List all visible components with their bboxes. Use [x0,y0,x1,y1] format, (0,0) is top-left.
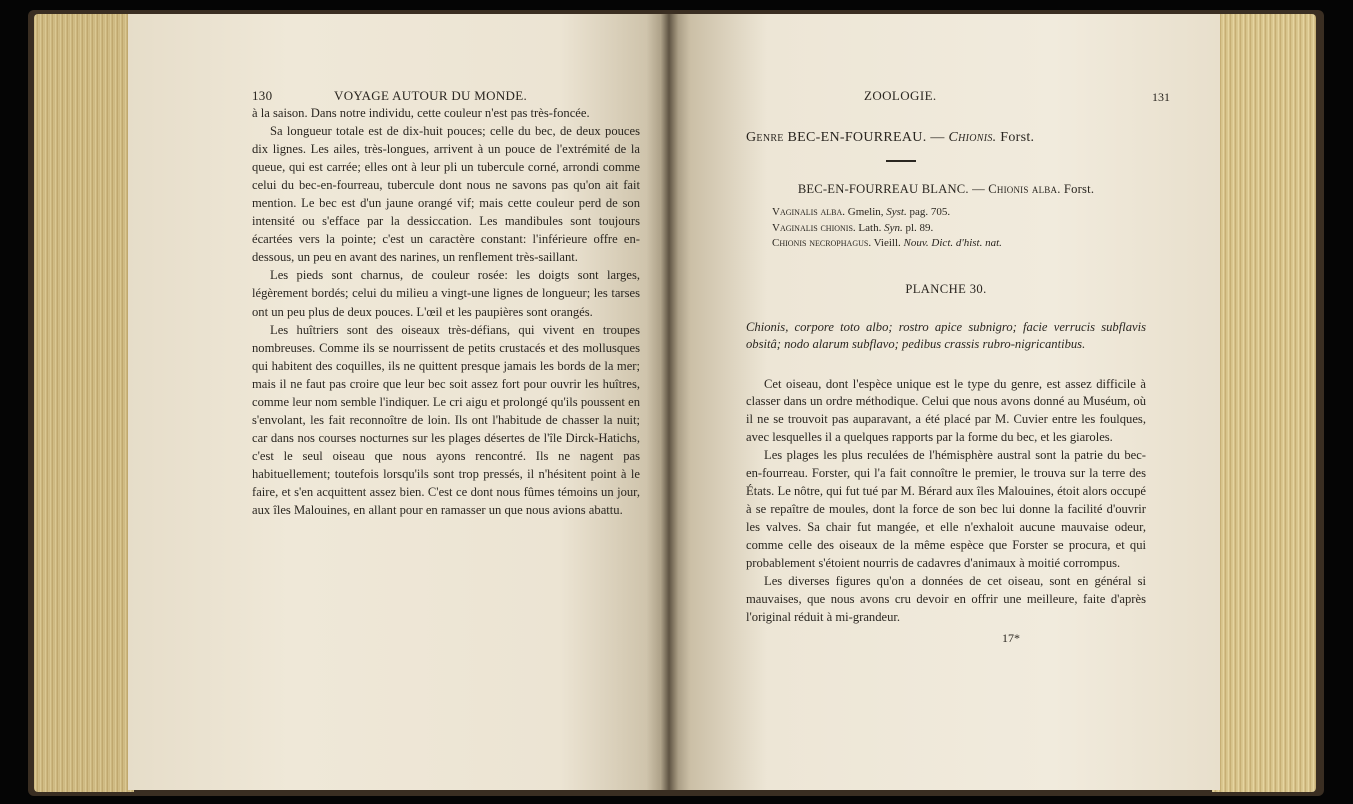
signature-mark: 17* [1002,630,1020,645]
left-paragraph-2: Sa longueur totale est de dix-huit pouces; celle du bec, de deux pouces dix lignes. Les ailes, très-longues, arrivent à un pouce de l'extrémité de la queue, qui est carrée; elles ont à leur pli un tubercule corné, arrondi comme celui du bec-en-fourreau, tubercule dont nous ne savons pas qu'on ait fait mention. Le bec est d'un jaune orangé vif; mais cette couleur perd de son intensité ou s'efface par la dessiccation. Les mandibules sont toujours écartées vers la pointe; c'est un caractère constant: l'inférieure offre en-dessous, un peu en avant des narines, un renflement très-saillant. [252,124,640,265]
species-author: Forst. [1063,182,1095,196]
book-gutter [660,14,678,790]
species-title: BEC-EN-FOURREAU BLANC. [797,182,969,196]
genus-author: Forst. [1000,130,1035,145]
synonym-name: Vaginalis alba. [772,206,845,218]
synonym-entry [772,236,1146,252]
species-dash: — [972,182,985,196]
species-heading [746,182,1146,197]
genus-latin: Chionis. [948,130,997,145]
left-page-number: 130 [252,88,273,103]
left-paragraph-4: Les huîtriers sont des oiseaux très-défians, qui vivent en troupes nombreuses. Comme ils se nourrissent de petits crustacés et des mollusques qui habitent des coquilles, ils ne quittent presque jamais les bords de la mer; mais il ne faut pas croire que leur bec soit assez fort pour ouvrir les huîtres, comme leur nom semble l'indiquer. Le cri aigu et prolongé qu'ils poussent en s'envolant, les fait reconnoître de loin. Ils ont l'habitude de chasser la nuit; car dans nos courses nocturnes sur les plages désertes de l'île Dirck-Hatichs, c'est le seul oiseau que nous ayons rencontré. Ils ne nagent pas habituellement; toutefois lorsqu'ils sont trop pressés, il n'hésitent point à le faire, et s'en acquittent assez bien. C'est ce dont nous fûmes témoins un jour, aux îles Malouines, en allant pour en ramasser un que nous avions abattu. [252,322,640,518]
right-running-title: ZOOLOGIE. [864,88,937,103]
genus-dash: — [930,130,945,145]
synonym-ref: Lath. [858,221,885,234]
left-page-text [252,88,640,519]
heading-rule [886,160,916,162]
synonym-ref-tail: pl. 89. [902,221,934,234]
page-edges-right [1212,14,1316,792]
latin-diagnosis: Chionis, corpore toto albo; rostro apice subnigro; facie verrucis subflavis obsitâ; nodo alarum subflavo; pedibus crassis rubro-nigricantibus. [746,319,1146,351]
page-edges-left [34,14,134,792]
right-paragraph-3: Les diverses figures qu'on a données de cet oiseau, sont en général si mauvaises, que nous avons cru devoir en offrir une meilleure, faite d'après l'original réduit à mi-grandeur. [746,573,1146,624]
synonym-ref: Vieill. [873,237,904,249]
plate-reference: PLANCHE 30. [905,281,987,296]
synonym-ref: Gmelin, [847,206,887,218]
synonym-ref-italic: Nouv. Dict. d'hist. nat. [903,237,1002,249]
synonym-ref-tail: pag. 705. [906,206,951,218]
synonym-entry [772,205,1146,221]
synonym-name: Chionis necrophagus. [772,237,872,249]
synonymy-list [772,205,1146,252]
left-paragraph-1: à la saison. Dans notre individu, cette couleur n'est pas très-foncée. [252,106,590,120]
left-running-head [252,88,640,104]
synonym-ref-italic: Syst. [886,206,907,218]
genus-prefix: Genre [746,130,784,145]
synonym-name: Vaginalis chionis. [772,221,856,234]
left-paragraph-3: Les pieds sont charnus, de couleur rosée: les doigts sont larges, légèrement bordés; celui du milieu a vingt-une lignes de longueur; les tarses ont un peu plus de deux pouces. L'œil et les paupières sont orangés. [252,268,640,319]
right-page-text [746,88,1170,646]
right-paragraph-2: Les plages les plus reculées de l'hémisphère austral sont la patrie du bec-en-fourreau. Forster, qui l'a fait connoître le premier, le trouva sur la terre des États. Le nôtre, qui fut tué par M. Bérard aux îles Malouines, étoit alors occupé à se repaître de moules, dont la force de son bec lui donne la facilité d'ouvrir les valves. Sa chair fut mangée, et elle n'exhaloit aucune mauvaise odeur, comme celle des oiseaux de la même espèce que Forster se procura, et qui probablement s'étoient nourris de cadavres d'animaux à moitié corrompus. [746,448,1146,571]
genus-heading [746,130,1146,146]
species-latin: Chionis alba. [988,182,1061,196]
right-paragraph-1: Cet oiseau, dont l'espèce unique est le type du genre, est assez difficile à classer dans un ordre méthodique. Celui que nous avons donné au Muséum, où il ne se trouvoit pas auparavant, a été placé par M. Cuvier entre les foulques, avec lesquelles il a quelques rapports par la forme du bec, et les giaroles. [746,376,1146,445]
synonym-ref-italic: Syn. [884,221,903,234]
left-running-title: VOYAGE AUTOUR DU MONDE. [334,88,527,103]
genus-name: BEC-EN-FOURREAU. [787,130,927,145]
right-page-number: 131 [1152,90,1170,104]
synonym-entry [772,221,1146,237]
right-running-head [746,88,1170,110]
